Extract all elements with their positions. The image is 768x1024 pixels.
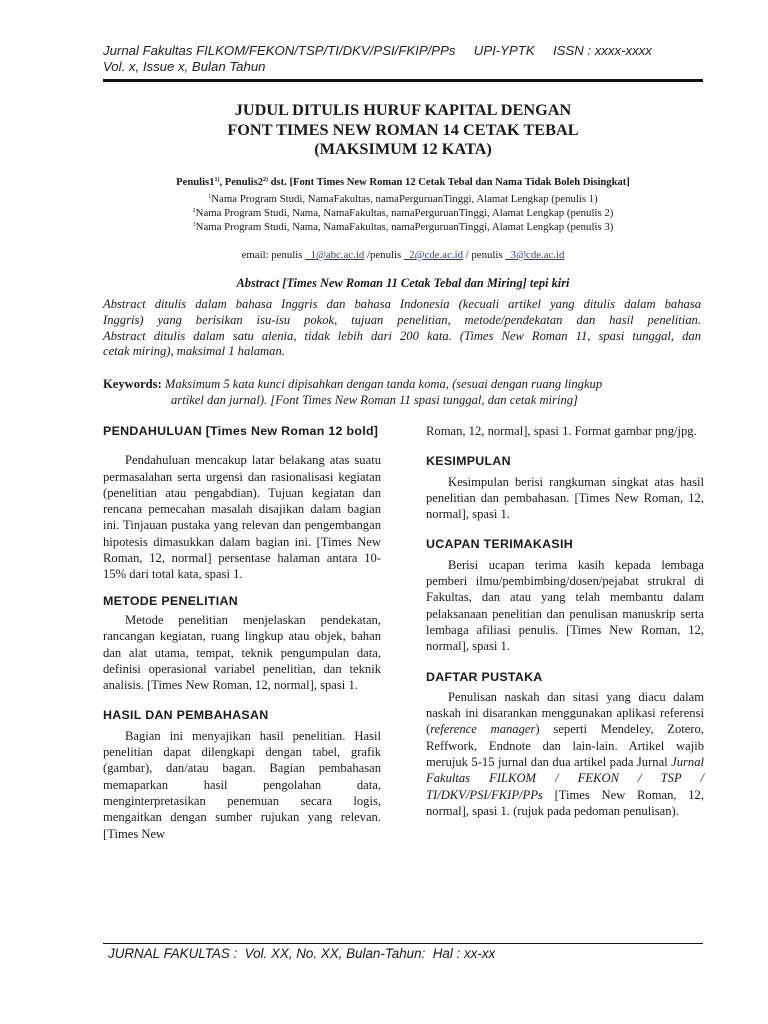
abstract-heading: Abstract [Times New Roman 11 Cetak Tebal dan Miring] tepi kiri xyxy=(236,276,570,290)
daftar-pustaka-heading: DAFTAR PUSTAKA xyxy=(426,669,543,684)
email-line xyxy=(103,249,703,261)
author-format-note: dst. [Font Times New Roman 12 Cetak Tebal dan Nama Tidak Boleh Disingkat] xyxy=(268,177,630,188)
metode-paragraph: Metode penelitian menjelaskan pendekatan, rancangan kegiatan, ruang lingkup atau objek, bahan dan alat utama, tempat, teknik pengumpulan data, definisi operasional variabel penelitian, dan teknik analisis. [Times New Roman, 12, normal], spasi 1. xyxy=(103,612,381,693)
kesimpulan-paragraph: Kesimpulan berisi rangkuman singkat atas hasil penelitian dan pembahasan. [Times New Roman, 12, normal], spasi 1. xyxy=(426,474,704,522)
author2-name: , Penulis2 xyxy=(219,177,263,188)
metode-heading: METODE PENELITIAN xyxy=(103,593,238,608)
author-line xyxy=(103,177,703,188)
keywords-text-1: Maksimum 5 kata kunci dipisahkan dengan tanda koma, (sesuai dengan ruang lingkup xyxy=(161,377,603,391)
kesimpulan-heading: KESIMPULAN xyxy=(426,454,511,469)
author1-name: Penulis1 xyxy=(176,177,215,188)
abstract-line-2: Inggris) yang berisikan isu-isu pokok, tujuan penelitian, metode/pendekatan dan hasil penelitian. xyxy=(103,312,701,327)
hasil-heading: HASIL DAN PEMBAHASAN xyxy=(103,708,269,723)
journal-header-line1: Jurnal Fakultas FILKOM/FEKON/TSP/TI/DKV/PSI/FKIP/PPs UPI-YPTK ISSN : xxxx-xxxx xyxy=(103,43,652,58)
abstract-line-3: Abstract ditulis dalam satu alenia, tidak lebih dari 200 kata. (Times New Roman 11, spasi tunggal, dan xyxy=(103,328,701,343)
daftar-text-3: [Times New Roman, 12, normal], spasi 1. (rujuk pada pedoman penulisan). xyxy=(426,787,704,818)
affiliation-1-text: Nama Program Studi, NamaFakultas, namaPerguruanTinggi, Alamat Lengkap (penulis 1) xyxy=(211,193,598,205)
affiliation-2-number: 2 xyxy=(192,208,196,214)
affiliation-3-text: Nama Program Studi, Nama, NamaFakultas, namaPerguruanTinggi, Alamat Lengkap (penulis 3) xyxy=(195,221,614,233)
keywords-label: Keywords: xyxy=(103,377,162,391)
paper-title xyxy=(103,100,703,159)
title-line3: (MAKSIMUM 12 KATA) xyxy=(314,139,492,158)
title-line1: JUDUL DITULIS HURUF KAPITAL DENGAN xyxy=(234,100,572,119)
author1-superscript: 1) xyxy=(214,177,220,183)
journal-footer: JURNAL FAKULTAS : Vol. XX, No. XX, Bulan-Tahun: Hal : xx-xx xyxy=(108,946,496,961)
daftar-italic-2: Jurnal Fakultas FILKOM / FEKON / TSP / TI/DKV/PSI/FKIP/PPs xyxy=(426,755,704,802)
keywords-line2: artikel dan jurnal). [Font Times New Roman 11 spasi tunggal, dan cetak miring] xyxy=(171,393,578,407)
ucapan-paragraph: Berisi ucapan terima kasih kepada lembaga pemberi ilmu/pembimbing/dosen/pejabat strukral di Fakultas, dan atau yang telah membantu dalam pelaksanaan penelitian dan penulisan manuskrip serta lembaga afiliasi penulis. [Times New Roman, 12, normal], spasi 1. xyxy=(426,557,704,654)
affiliation-2-text: Nama Program Studi, Nama, NamaFakultas, namaPerguruanTinggi, Alamat Lengkap (penulis 2) xyxy=(195,207,614,219)
daftar-pustaka-paragraph xyxy=(426,689,704,819)
email-link-2[interactable]: _2@cde.ac.id xyxy=(403,249,463,261)
ucapan-heading: UCAPAN TERIMAKASIH xyxy=(426,537,573,552)
title-line2: FONT TIMES NEW ROMAN 14 CETAK TEBAL xyxy=(227,119,579,139)
daftar-italic-1: reference manager xyxy=(430,722,536,737)
email-prefix: email: penulis xyxy=(241,249,306,261)
footer-divider xyxy=(103,943,703,944)
journal-header-line2: Vol. x, Issue x, Bulan Tahun xyxy=(103,59,266,74)
daftar-text-1: Penulisan naskah dan sitasi yang diacu dalam naskah ini disarankan menggunakan aplikasi referensi ( xyxy=(426,689,704,737)
continued-paragraph: Roman, 12, normal], spasi 1. Format gambar png/jpg. xyxy=(426,424,697,438)
affiliation-1-number: 1 xyxy=(208,194,212,200)
abstract-line-1: Abstract ditulis dalam bahasa Inggris dan bahasa Indonesia (kecuali artikel yang ditulis dalam bahasa xyxy=(103,297,701,311)
author2-superscript: 2) xyxy=(263,177,268,183)
right-column xyxy=(426,423,704,819)
affiliation-1 xyxy=(103,193,703,205)
email-separator-1: /penulis xyxy=(364,249,404,261)
email-separator-2: / penulis xyxy=(462,249,506,261)
left-column xyxy=(103,423,381,842)
hasil-paragraph: Bagian ini menyajikan hasil penelitian. Hasil penelitian dapat dilengkapi dengan tabel, grafik (gambar), dan/atau bagan. Bagian pembahasan memaparkan hasil pengolahan data, menginterpretasikan penemuan secara logis, mengaitkan dengan sumber rujukan yang relevan. [Times New xyxy=(103,728,381,841)
affiliation-2 xyxy=(103,207,703,219)
email-link-3[interactable]: _3@cde.ac.id xyxy=(505,249,565,261)
daftar-text-2: ) seperti Mendeley, Zotero, Reffwork, Endnote dan lain-lain. Artikel wajib merujuk 5-15 jurnal dan dua artikel pada Jurnal xyxy=(426,722,704,770)
affiliation-3-number: 3 xyxy=(192,222,196,228)
keywords-line1 xyxy=(103,376,703,392)
affiliation-3 xyxy=(103,221,703,233)
email-link-1[interactable]: _1@abc.ac.id xyxy=(305,249,365,261)
header-divider xyxy=(103,79,703,82)
abstract-body xyxy=(103,297,701,360)
pendahuluan-paragraph: Pendahuluan mencakup latar belakang atas suatu permasalahan serta urgensi dan rasionalisasi kegiatan (penelitian atau pengabdian). Tujuan kegiatan dan rencana pemecahan masalah disajikan dalam bagian ini. Tinjauan pustaka yang relevan dan pengembangan hipotesis dimasukkan dalam bagian ini. [Times New Roman, 12, normal] persentase halaman antara 10-15% dari total kata, spasi 1. xyxy=(103,453,381,582)
pendahuluan-heading: PENDAHULUAN [Times New Roman 12 bold] xyxy=(103,424,379,438)
keywords xyxy=(103,376,703,408)
abstract-line-4: cetak miring), maksimal 1 halaman. xyxy=(103,344,285,359)
